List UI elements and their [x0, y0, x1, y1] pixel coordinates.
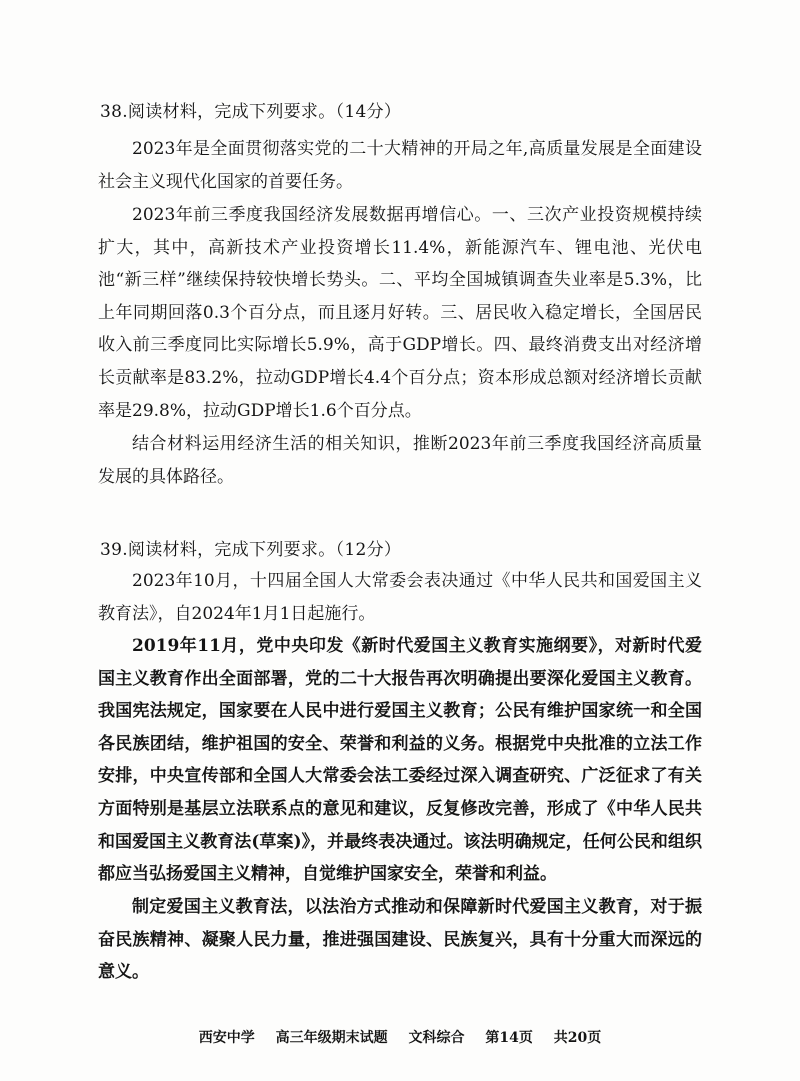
question-39-paragraph-1: 2023年10月，十四届全国人大常委会表决通过《中华人民共和国爱国主义教育法》，自2024年1月1日起施行。: [98, 571, 702, 624]
question-38-paragraph-2: 2023年前三季度我国经济发展数据再增信心。一、三次产业投资规模持续扩大，其中，高新技术产业投资增长11.4%，新能源汽车、锂电池、光伏电池“新三样”继续保持较快增长势头。二、平均全国城镇调查失业率是5.3%，比上年同期回落0.3个百分点，而且逐月好转。三、居民收入稳定增长，全国居民收入前三季度同比实际增长5.9%，高于GDP增长。四、最终消费支出对经济增长贡献率是83.2%，拉动GDP增长4.4个百分点；资本形成总额对经济增长贡献率是29.8%，拉动GDP增长1.6个百分点。: [98, 205, 702, 421]
footer-total-pages: 共20页: [553, 1030, 602, 1046]
page-footer: [0, 1027, 800, 1047]
question-39-paragraph-2: 2019年11月，党中央印发《新时代爱国主义教育实施纲要》，对新时代爱国主义教育作出全面部署，党的二十大报告再次明确提出要深化爱国主义教育。我国宪法规定，国家要在人民中进行爱国主义教育；公民有维护国家统一和全国各民族团结，维护祖国的安全、荣誉和利益的义务。根据党中央批准的立法工作安排，中央宣传部和全国人大常委会法工委经过深入调查研究、广泛征求了有关方面特别是基层立法联系点的意见和建议，反复修改完善，形成了《中华人民共和国爱国主义教育法(草案)》，并最终表决通过。该法明确规定，任何公民和组织都应当弘扬爱国主义精神，自觉维护国家安全，荣誉和利益。: [98, 636, 702, 885]
question-38-heading: 38.阅读材料，完成下列要求。（14分）: [100, 102, 402, 122]
footer-page-number: 第14页: [485, 1030, 533, 1046]
question-38-paragraph-1: 2023年是全面贯彻落实党的二十大精神的开局之年,高质量发展是全面建设社会主义现代化国家的首要任务。: [98, 139, 702, 192]
footer-school: 西安中学: [198, 1030, 255, 1046]
question-39-heading: 39.阅读材料，完成下列要求。（12分）: [100, 540, 402, 560]
question-39-paragraph-3: 制定爱国主义教育法，以法治方式推动和保障新时代爱国主义教育，对于振奋民族精神、凝聚人民力量，推进强国建设、民族复兴，具有十分重大而深远的意义。: [98, 897, 702, 983]
footer-subject: 文科综合: [408, 1030, 465, 1046]
question-38-task: 结合材料运用经济生活的相关知识，推断2023年前三季度我国经济高质量发展的具体路径。: [98, 434, 702, 487]
footer-exam: 高三年级期末试题: [275, 1030, 388, 1046]
